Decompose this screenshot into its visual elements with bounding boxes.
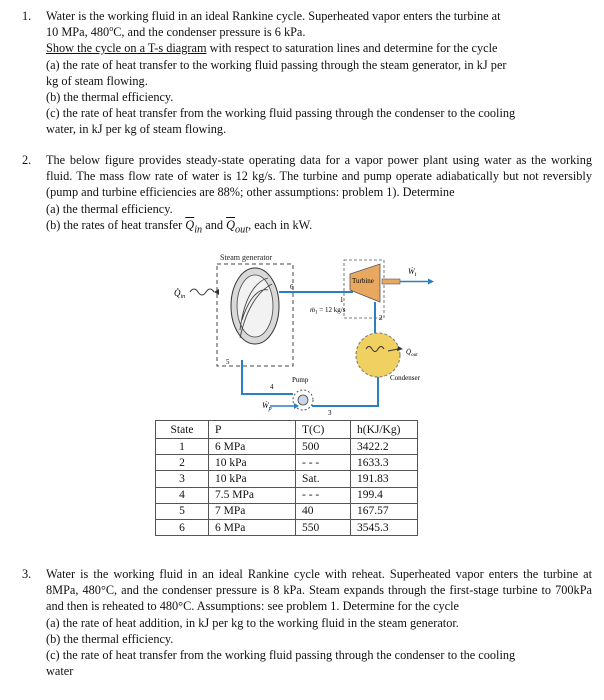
- table-cell: Sat.: [296, 471, 351, 487]
- problem-1-line-3: Show the cycle on a T-s diagram with respect to saturation lines and determine for the cycle: [46, 41, 498, 56]
- table-cell: 2: [156, 455, 209, 471]
- problem-3-number: 3.: [22, 567, 32, 581]
- table-cell: 6 MPa: [209, 519, 296, 535]
- state-table: [155, 420, 418, 536]
- q-in-diagram-label: $Q̇_{in}$: [174, 288, 186, 300]
- table-cell: 550: [296, 519, 351, 535]
- problem-1-part-a-cont: kg of steam flowing.: [46, 73, 148, 88]
- steam-generator-label: Steam generator: [220, 253, 273, 262]
- table-cell: 40: [296, 503, 351, 519]
- problem-1-part-a: (a) the rate of heat transfer to the working fluid passing through the steam generator, in kJ per: [46, 57, 507, 72]
- table-header-row: [156, 421, 418, 439]
- turbine-label: Turbine: [352, 277, 374, 285]
- power-plant-schematic: [160, 250, 450, 420]
- problem-2-paragraph: The below figure provides steady-state operating data for a vapor power plant using water as the working fluid. The mass flow rate of water is 12 kg/s. The turbine and pump operate adiabatically but not reversibly (pump and turbine efficiencies are 88%; other assumptions: problem 1). Determine: [46, 153, 592, 200]
- problem-2-part-b: (b) the rates of heat transfer $\overline{Q}_{in}$ and $\overline{Q}_{out}$, each in kW.: [46, 217, 313, 236]
- state-3-label: 3: [328, 409, 332, 417]
- problem-3: [22, 566, 592, 679]
- pipe-2-3: [312, 377, 378, 406]
- table-cell: 7 MPa: [209, 503, 296, 519]
- table-cell: 167.57: [351, 503, 418, 519]
- problem-2-part-a: (a) the thermal efficiency.: [46, 201, 173, 216]
- table-cell: 6: [156, 519, 209, 535]
- table-cell: 10 kPa: [209, 471, 296, 487]
- problem-1-part-c: (c) the rate of heat transfer from the working fluid passing through the condenser to the cooling: [46, 106, 516, 121]
- table-cell: 3545.3: [351, 519, 418, 535]
- table-header-enthalpy: h(KJ/Kg): [351, 421, 418, 439]
- state-2-label: 2: [379, 314, 383, 322]
- q-out-symbol: $\overline{Q}_{out}$: [226, 217, 249, 236]
- mass-flow-label: $ṁ_1 = 12$ kg/s: [310, 306, 346, 316]
- table-cell: 199.4: [351, 487, 418, 503]
- problem-1-part-b: (b) the thermal efficiency.: [46, 90, 174, 105]
- state-1-label: 1: [340, 296, 344, 304]
- table-row: [156, 519, 418, 535]
- table-cell: 5: [156, 503, 209, 519]
- state-4-label: 4: [270, 383, 274, 391]
- state-6-label: 6: [290, 283, 294, 291]
- table-cell: 4: [156, 487, 209, 503]
- problem-3-part-a: (a) the rate of heat addition, in kJ per kg to the working fluid in the steam generator.: [46, 615, 459, 630]
- table-cell: 10 kPa: [209, 455, 296, 471]
- pump-label: Pump: [292, 376, 309, 384]
- table-cell: 3422.2: [351, 439, 418, 455]
- table-cell: 3: [156, 471, 209, 487]
- problem-1-number: 1.: [22, 9, 32, 23]
- condenser-label: Condenser: [390, 374, 420, 382]
- table-header-pressure: P: [209, 421, 296, 439]
- table-cell: 6 MPa: [209, 439, 296, 455]
- table-cell: 500: [296, 439, 351, 455]
- turbine-shaft: [382, 279, 400, 284]
- problem-2-number: 2.: [22, 153, 32, 167]
- table-cell: 1: [156, 439, 209, 455]
- table-row: [156, 455, 418, 471]
- problem-3-part-b: (b) the thermal efficiency.: [46, 631, 174, 646]
- problem-1-part-c-cont: water, in kJ per kg of steam flowing.: [46, 122, 227, 137]
- table-cell: 1633.3: [351, 455, 418, 471]
- table-cell: - - -: [296, 455, 351, 471]
- problem-3-part-c-cont: water: [46, 664, 74, 679]
- w-p-label: $Ẇ_p$: [262, 401, 272, 412]
- problem-3-part-c: (c) the rate of heat transfer from the working fluid passing through the condenser to the cooling: [46, 648, 516, 663]
- w-t-label: $Ẇ_t$: [408, 267, 417, 278]
- q-in-symbol: $\overline{Q}_{in}$: [185, 217, 203, 236]
- table-cell: 191.83: [351, 471, 418, 487]
- problem-3-paragraph: Water is the working fluid in an ideal Rankine cycle with reheat. Superheated vapor enters the turbine at 8MPa, 480°C, and the condenser pressure is 8 kPa. Steam expands through the first-stage turbine to 700kPa and then is reheated to 480°C. Assumptions: see problem 1. Determine for the cycle: [46, 567, 592, 614]
- condenser-body: [356, 333, 400, 377]
- problem-1-line-2: 10 MPa, 480$^o$C, and the condenser pressure is 6 kPa.: [46, 24, 306, 40]
- problem-2: [22, 152, 592, 238]
- table-row: [156, 471, 418, 487]
- heat-in-wave: [190, 289, 214, 295]
- state-5-label: 5: [226, 358, 230, 366]
- table-row: [156, 503, 418, 519]
- problem-1-line-1: Water is the working fluid in an ideal Rankine cycle. Superheated vapor enters the turbine at: [46, 9, 501, 23]
- table-cell: 7.5 MPa: [209, 487, 296, 503]
- q-out-diagram-label: $Q̇_{out}$: [406, 348, 418, 358]
- ts-diagram-instruction: Show the cycle on a T-s diagram: [46, 41, 207, 56]
- table-row: [156, 487, 418, 503]
- pipe-4-5: [242, 360, 293, 394]
- table-cell: - - -: [296, 487, 351, 503]
- table-header-temperature: T(C): [296, 421, 351, 439]
- problem-1: [22, 8, 592, 138]
- table-header-state: State: [156, 421, 209, 439]
- table-row: [156, 439, 418, 455]
